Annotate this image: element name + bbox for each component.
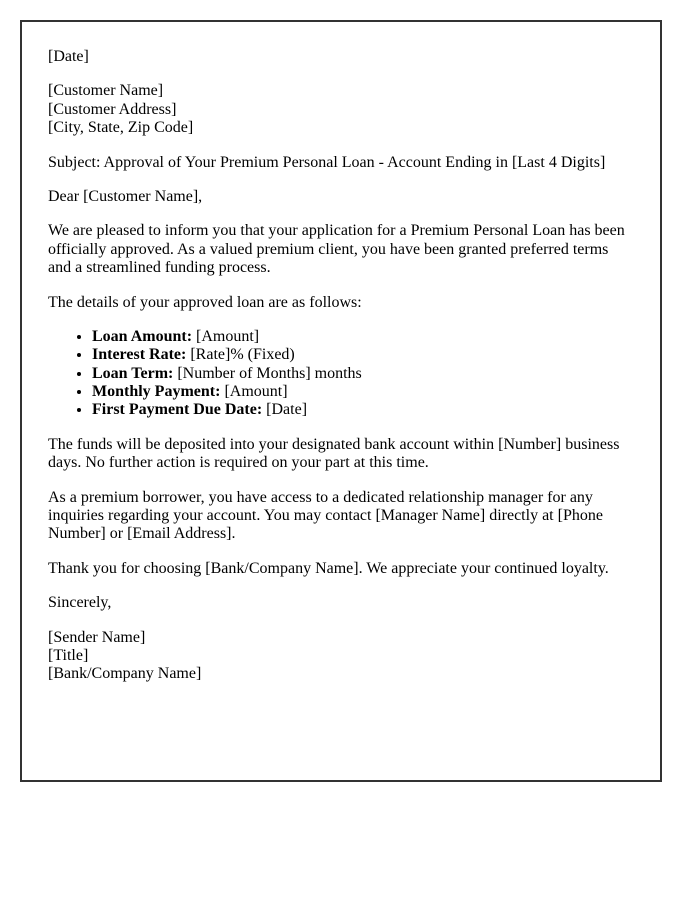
paragraph-funding: The funds will be deposited into your designated bank account within [Number] business days. No further action is required on your part at this time. [48, 435, 620, 472]
paragraph-details-intro: The details of your approved loan are as follows: [48, 293, 362, 311]
recipient-name: [Customer Name] [48, 82, 164, 100]
loan-detail-label: Loan Amount: [92, 327, 193, 345]
loan-detail-label: Monthly Payment: [92, 383, 221, 401]
paragraph-thanks: Thank you for choosing [Bank/Company Name]. We appreciate your continued loyalty. [48, 559, 609, 577]
loan-detail-amount [92, 328, 634, 346]
letter-page [20, 20, 662, 782]
salutation: Dear [Customer Name], [48, 187, 203, 205]
loan-detail-value: [Amount] [192, 327, 260, 345]
signature-company: [Bank/Company Name] [48, 665, 202, 683]
recipient-block [48, 82, 634, 137]
loan-detail-label: First Payment Due Date: [92, 401, 263, 419]
loan-detail-interest-rate [92, 346, 634, 364]
recipient-city-state-zip: [City, State, Zip Code] [48, 119, 194, 137]
loan-detail-monthly-payment [92, 383, 634, 401]
signature-sender-name: [Sender Name] [48, 628, 146, 646]
recipient-address: [Customer Address] [48, 100, 177, 118]
loan-detail-value: [Rate]% (Fixed) [186, 346, 295, 364]
letter-date: [Date] [48, 48, 89, 65]
loan-detail-label: Loan Term: [92, 364, 174, 382]
loan-detail-term [92, 365, 634, 383]
paragraph-intro: We are pleased to inform you that your application for a Premium Personal Loan has been officially approved. As a valued premium client, you have been granted preferred terms and a streamlined funding process. [48, 222, 625, 277]
signature-title: [Title] [48, 646, 89, 664]
subject-line: Subject: Approval of Your Premium Personal Loan - Account Ending in [Last 4 Digits] [48, 153, 606, 171]
loan-detail-value: [Date] [262, 401, 308, 419]
loan-details-list [48, 328, 634, 420]
closing: Sincerely, [48, 594, 112, 612]
loan-detail-first-payment-due [92, 401, 634, 419]
loan-detail-value: [Number of Months] months [173, 364, 362, 382]
loan-detail-label: Interest Rate: [92, 346, 187, 364]
signature-block [48, 629, 634, 684]
loan-detail-value: [Amount] [220, 383, 288, 401]
paragraph-relationship-manager: As a premium borrower, you have access to a dedicated relationship manager for any inquiries regarding your account. You may contact [Manager Name] directly at [Phone Number] or [Email Address]. [48, 488, 603, 543]
